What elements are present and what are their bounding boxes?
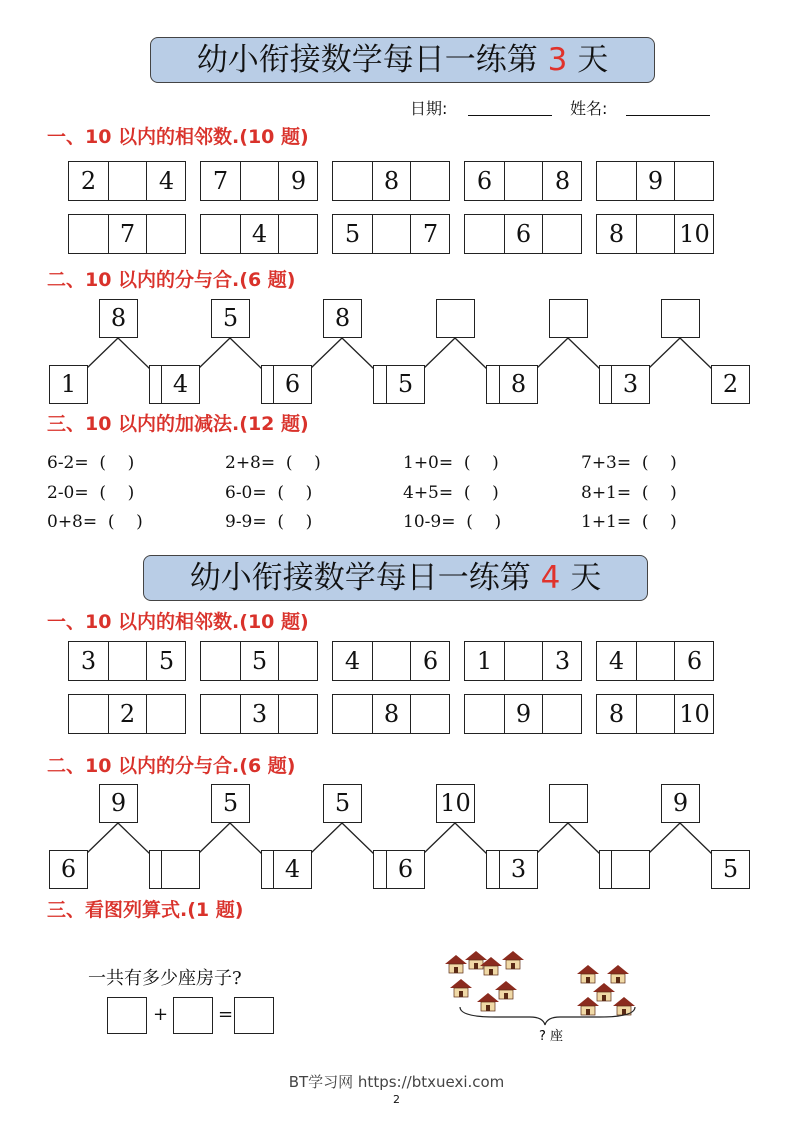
number-cell: 10 [679,700,710,728]
bond-line [568,823,600,854]
number-cell: 2 [108,695,147,733]
number-cell: 5 [240,642,279,680]
equation[interactable]: 2+8= ( ) [225,453,321,473]
name-label: 姓名: [570,99,608,118]
bond-line [536,823,568,854]
house-door [511,963,515,969]
bond-line [198,823,230,854]
bond-line [342,823,374,854]
number-cell: 8 [554,167,571,195]
house-roof [577,965,599,974]
bond-top-box: 8 [99,299,138,338]
house-roof [450,979,472,988]
number-cell: 9 [290,167,307,195]
house-door [454,967,458,973]
house-door [504,993,508,999]
bond-left-box: 4 [273,850,312,889]
equation[interactable]: 4+5= ( ) [403,483,499,503]
bond-left-box: 5 [386,365,425,404]
day4-title-number: 4 [540,560,561,596]
number-cell: 1 [476,647,493,675]
bond-left-box: 4 [161,365,200,404]
bond-line [648,823,680,854]
number-cell: 3 [240,695,279,733]
number-cell: 8 [372,162,411,200]
footer-text[interactable]: BT学习网 https://btxuexi.com [288,1073,505,1091]
house-roof [593,983,615,992]
house-roof [495,981,517,990]
bond-left-box: 8 [499,365,538,404]
answer-box-3[interactable] [234,997,274,1034]
bond-line [680,823,712,854]
house-roof [607,965,629,974]
bond-line [86,823,118,854]
number-cell: 9 [636,162,675,200]
bond-right-box: 2 [711,365,750,404]
number-cell: 4 [158,167,175,195]
bond-left-box[interactable] [161,850,200,889]
equation[interactable]: 6-2= ( ) [47,453,135,473]
number-cell: 4 [344,647,361,675]
brace-label: ? 座 [539,1029,564,1044]
number-cell: 7 [212,167,229,195]
house-door [586,977,590,983]
bond-left-box: 1 [49,365,88,404]
bond-line [230,823,262,854]
equation[interactable]: 0+8= ( ) [47,512,143,532]
number-cell: 7 [422,220,439,248]
bond-left-box: 6 [273,365,312,404]
number-cell: 3 [80,647,97,675]
houses-illustration [435,945,665,1055]
day4-section3-heading: 三、看图列算式.(1 题) [47,899,244,921]
bond-top-box: 5 [211,784,250,823]
house-door [602,995,606,1001]
number-cell: 6 [504,215,543,253]
number-cell: 2 [80,167,97,195]
answer-box-2[interactable] [173,997,213,1034]
day4-title-suffix: 天 [560,560,602,596]
house-door [474,963,478,969]
equation[interactable]: 1+0= ( ) [403,453,499,473]
day3-section3-heading: 三、10 以内的加减法.(12 题) [47,413,309,435]
house-roof [502,951,524,960]
day4-title-prefix: 幼小衔接数学每日一练第 [189,560,541,596]
bond-left-box[interactable] [611,850,650,889]
bond-line [455,823,487,854]
house-door [586,1009,590,1015]
house-roof [465,951,487,960]
bond-top-box[interactable] [549,784,588,823]
equation[interactable]: 8+1= ( ) [581,483,677,503]
number-cell: 3 [554,647,571,675]
number-cell: 5 [158,647,175,675]
bond-left-box: 6 [49,850,88,889]
number-cell: 9 [504,695,543,733]
equation[interactable]: 6-0= ( ) [225,483,313,503]
equals-sign: = [218,1004,234,1025]
number-cell: 4 [608,647,625,675]
house-door [616,977,620,983]
bond-top-box: 9 [661,784,700,823]
day3-title-prefix: 幼小衔接数学每日一练第 [196,42,548,78]
bond-left-box: 3 [611,365,650,404]
number-cell: 4 [240,215,279,253]
bond-line [310,823,342,854]
number-cell: 6 [686,647,703,675]
day4-section1-heading: 一、10 以内的相邻数.(10 题) [47,611,309,633]
equation[interactable]: 1+1= ( ) [581,512,677,532]
answer-box-1[interactable] [107,997,147,1034]
equation[interactable]: 9-9= ( ) [225,512,313,532]
bond-top-box: 8 [323,299,362,338]
house-roof [577,997,599,1006]
number-cell: 8 [608,220,625,248]
bond-left-box: 6 [386,850,425,889]
date-label: 日期: [410,99,448,118]
day3-title-number: 3 [547,42,568,78]
equation[interactable]: 2-0= ( ) [47,483,135,503]
number-cell: 5 [344,220,361,248]
equation[interactable]: 7+3= ( ) [581,453,677,473]
bond-top-box: 5 [211,299,250,338]
day4-section2-heading: 二、10 以内的分与合.(6 题) [47,755,296,777]
bond-left-box: 3 [499,850,538,889]
number-cell: 6 [476,167,493,195]
bond-line [118,823,150,854]
number-cell: 10 [679,220,710,248]
plus-sign: + [153,1004,169,1025]
picture-question: 一共有多少座房子? [88,968,242,989]
bond-top-box: 5 [323,784,362,823]
house-door [486,1005,490,1011]
equation[interactable]: 10-9= ( ) [403,512,502,532]
house-door [459,991,463,997]
bond-top-box: 9 [99,784,138,823]
number-cell: 6 [422,647,439,675]
bond-right-box: 5 [711,850,750,889]
page-number: 2 [393,1093,400,1106]
day3-title-suffix: 天 [567,42,609,78]
number-cell: 8 [372,695,411,733]
bond-top-box: 10 [436,784,475,823]
day3-section2-heading: 二、10 以内的分与合.(6 题) [47,269,296,291]
house-door [489,969,493,975]
house-roof [613,997,635,1006]
house-roof [445,955,467,964]
day3-section1-heading: 一、10 以内的相邻数.(10 题) [47,126,309,148]
bond-line [423,823,455,854]
house-door [622,1009,626,1015]
number-cell: 8 [608,700,625,728]
house-roof [477,993,499,1002]
number-cell: 7 [108,215,147,253]
